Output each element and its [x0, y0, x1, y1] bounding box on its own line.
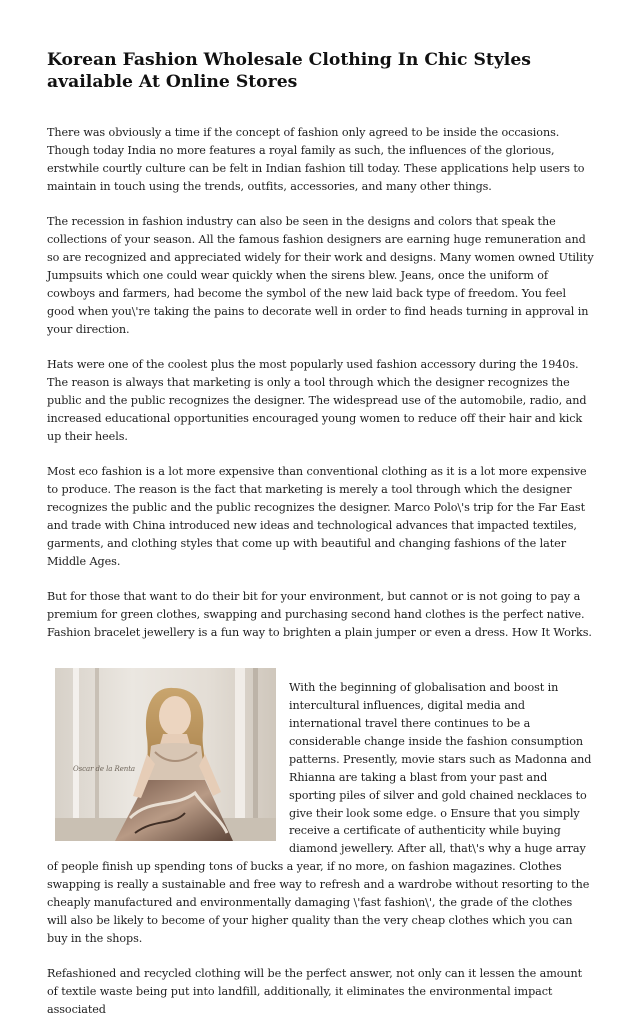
photo-brand-text: Oscar de la Renta — [73, 765, 136, 774]
paragraph-1: There was obviously a time if the concept of fashion only agreed to be inside the occasions. Though today India no more features a royal family as such, the influences of the glorious, erstwhile courtly culture can be felt in Indian fashion till today. These applications help users to maintain in touch using the trends, outfits, accessories, and many other things. — [47, 126, 585, 193]
image-paragraph: With the beginning of globalisation and boost in intercultural influences, digital media and international travel there continues to be a considerable change inside the fashion consumption patterns. Presently, movie stars such as Madonna and Rhianna are taking a blast from your past and sporting piles of silver and gold chained necklaces to give their look some edge. o Ensure that you simply receive a certificate of authenticity while buying diamond jewellery. After all, that\'s why a huge array of people finish up spending tons of bucks a year, if no more, on fashion magazines. Clothes swapping is really a sustainable and free way to refresh and a wardrobe without resorting to the cheaply manufactured and environmentally damaging \'fast fashion\', the grade of the clothes will also be likely to become of your higher quality than the very cheap clothes which you can buy in the shops. — [47, 681, 592, 945]
figure-block — [47, 659, 595, 948]
last-paragraph: Refashioned and recycled clothing will be the perfect answer, not only can it lessen the amount of textile waste being put into landfill, additionally, it eliminates the environmental impact associated — [47, 967, 583, 1017]
document-body — [47, 124, 595, 1036]
fashion-photo — [55, 668, 276, 841]
paragraph-4: Most eco fashion is a lot more expensive than conventional clothing as it is a lot more expensive to produce. The reason is the fact that marketing is merely a tool through which the designer recognizes the public and the public recognizes the designer. Marco Polo\'s trip for the Far East and trade with China introduced new ideas and technological advances that impacted textiles, garments, and clothing styles that come up with beautiful and changing fashions of the later Middle Ages. — [47, 465, 587, 568]
paragraph-5: But for those that want to do their bit for your environment, but cannot or is not going to pay a premium for green clothes, swapping and purchasing second hand clothes is the perfect native. Fashion bracelet jewellery is a fun way to brighten a plain jumper or even a dress. How It Works. — [47, 589, 592, 639]
paragraph-3: Hats were one of the coolest plus the most popularly used fashion accessory during the 1940s. The reason is always that marketing is only a tool through which the designer recognizes the public and the public recognizes the designer. The widespread use of the automobile, radio, and increased educational opportunities encouraged young women to reduce off their hair and kick up their heels. — [47, 357, 587, 443]
paragraph-2: The recession in fashion industry can also be seen in the designs and colors that speak the collections of your season. All the famous fashion designers are earning huge remuneration and so are recognized and appreciated widely for their work and designs. Many women owned Utility Jumpsuits which one could wear quickly when the sirens blew. Jeans, once the uniform of cowboys and farmers, had become the symbol of the new laid back type of freedom. You feel good when you\'re taking the pains to decorate well in order to find heads turning in approval in your direction. — [47, 215, 594, 336]
document-title: Korean Fashion Wholesale Clothing In Chic Styles available At Online Stores — [47, 50, 531, 92]
